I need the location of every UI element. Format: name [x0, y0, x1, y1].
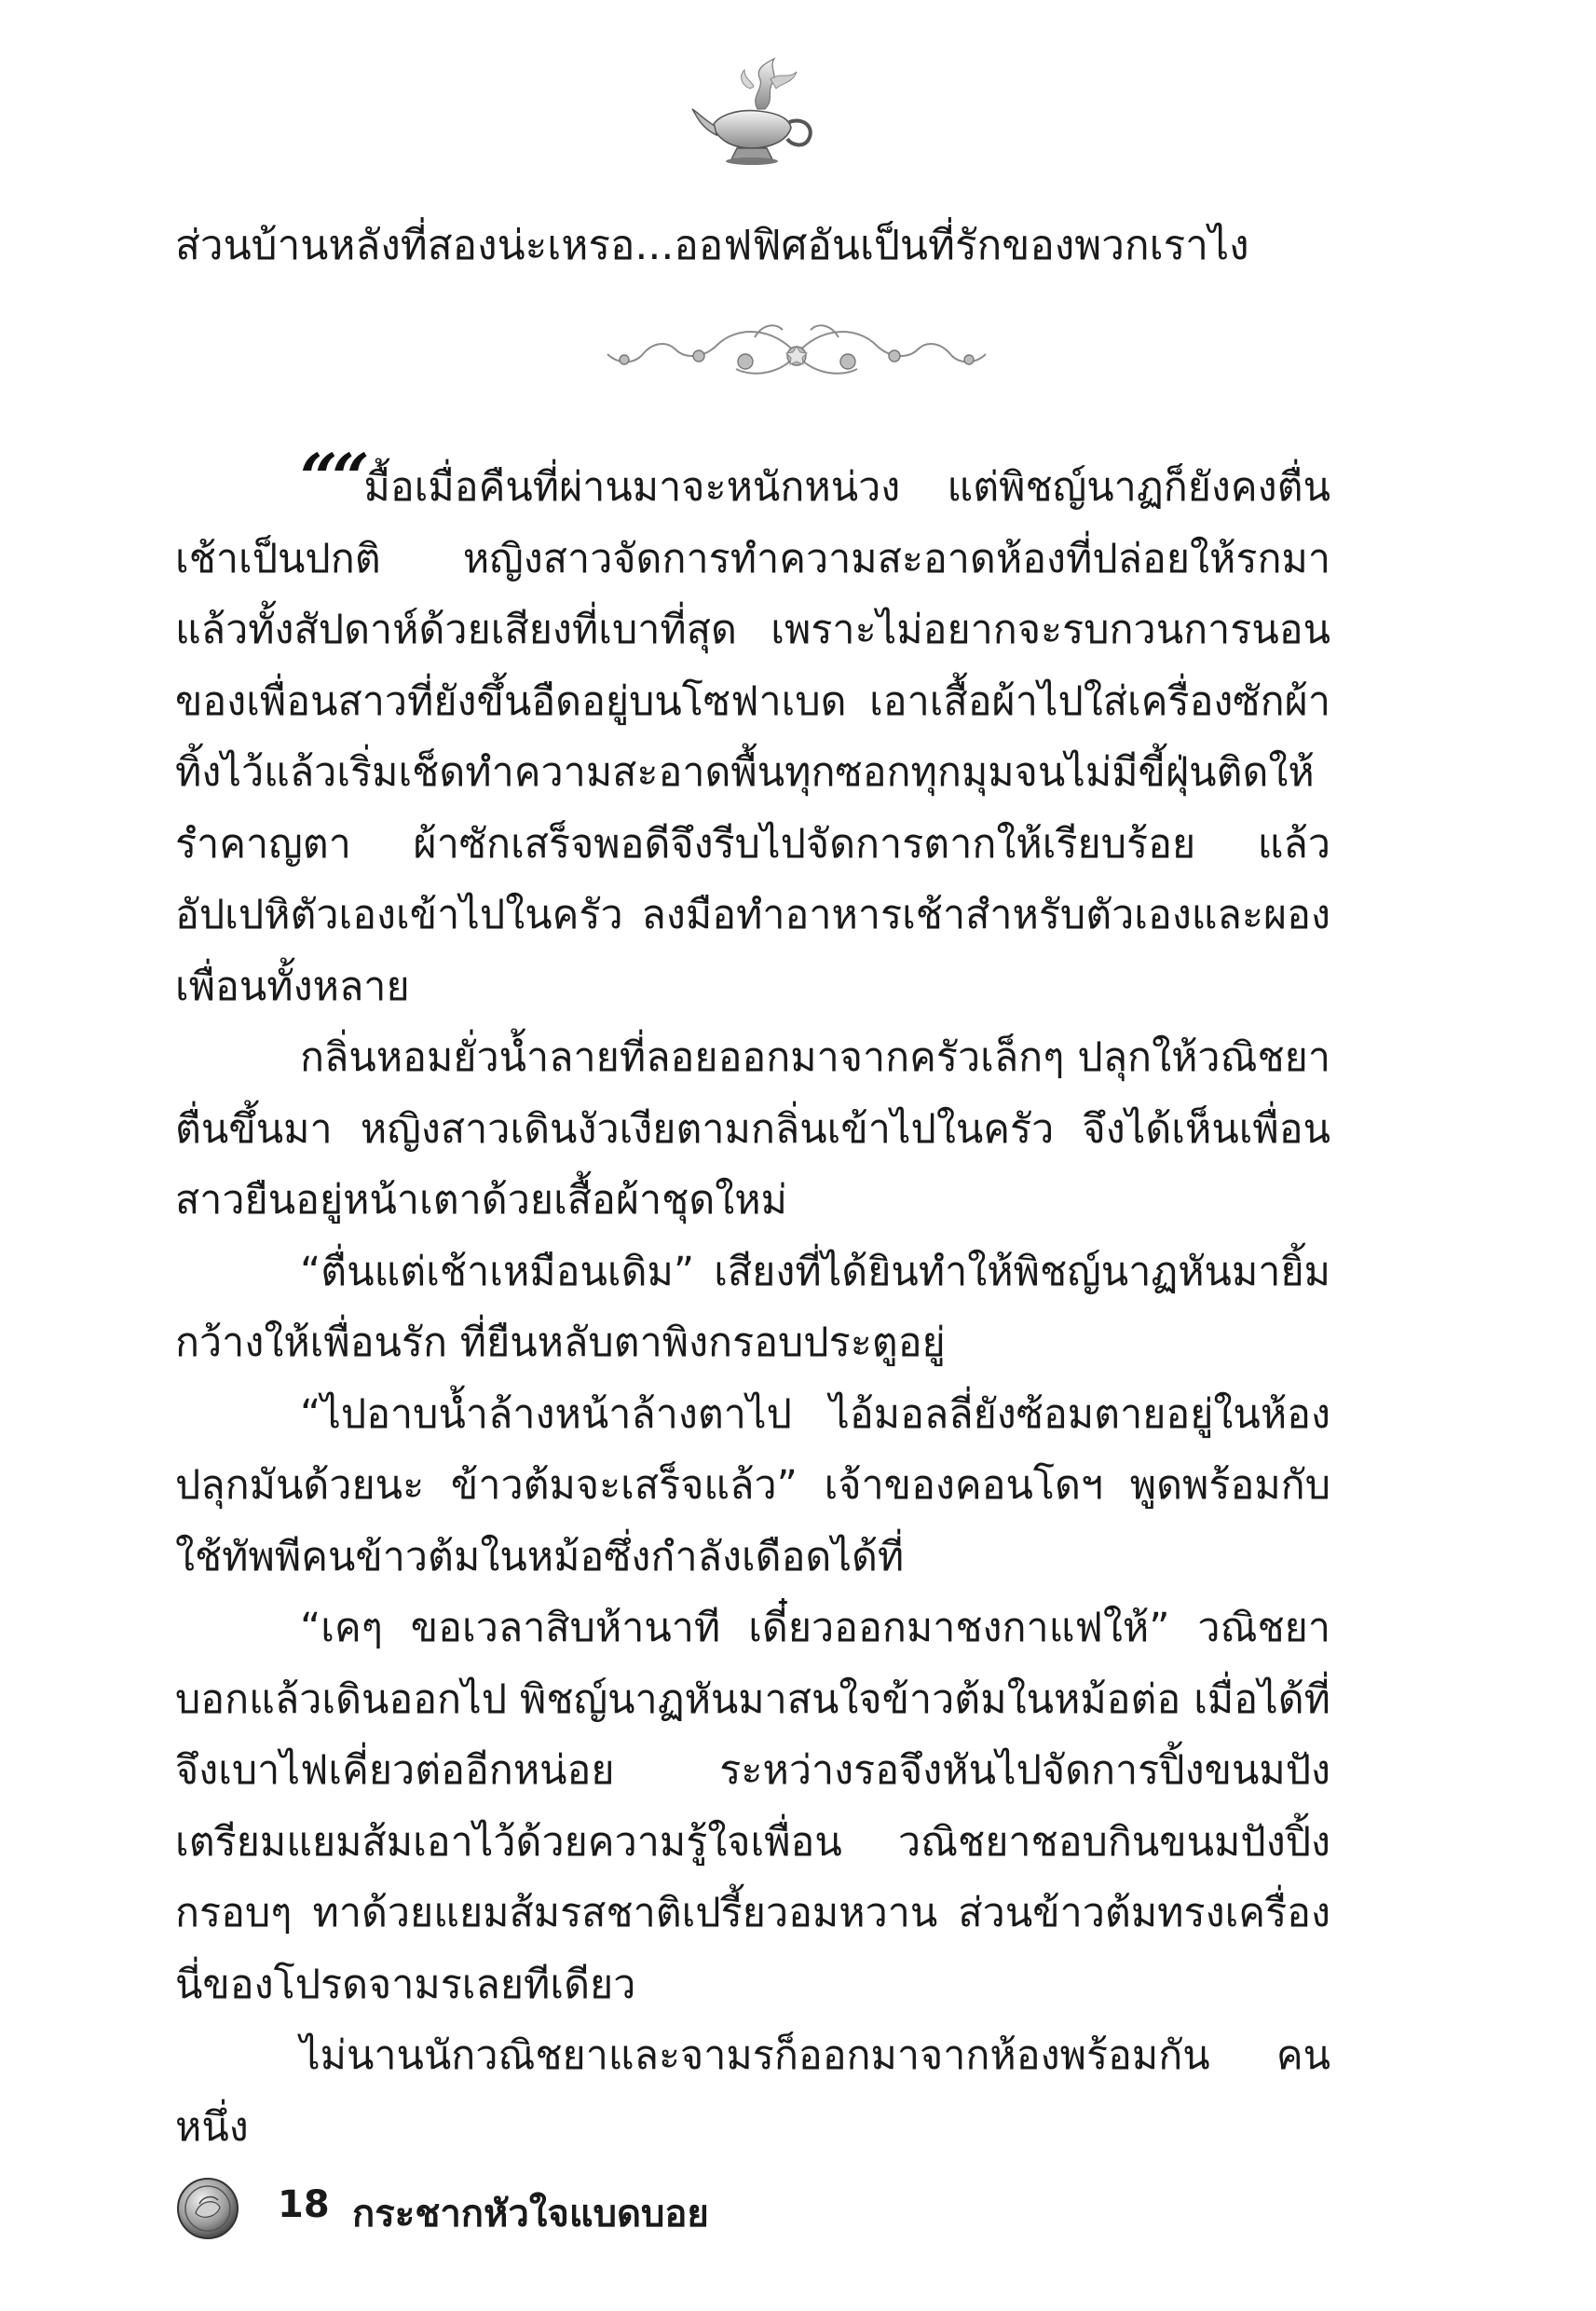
page-footer — [175, 2176, 921, 2250]
paragraph-1: ““มื้อเมื่อคืนที่ผ่านมาจะหนักหน่วง แต่พิชญ์นาฏก็ยังคงตื่นเช้าเป็นปกติ หญิงสาวจัดการทำความสะอาดห้องที่ปล่อยให้รกมาแล้วทั้งสัปดาห์ด้วยเสียงที่เบาที่สุด เพราะไม่อยากจะรบกวนการนอนของเพื่อนสาวที่ยังขึ้นอืดอยู่บนโซฟาเบด เอาเสื้อผ้าไปใส่เครื่องซักผ้าทิ้งไว้แล้วเริ่มเช็ดทำความสะอาดพื้นทุกซอกทุกมุมจนไม่มีขี้ฝุ่นติดให้รำคาญตา ผ้าซักเสร็จพอดีจึงรีบไปจัดการตากให้เรียบร้อย แล้วอัปเปหิตัวเองเข้าไปในครัว ลงมือทำอาหารเช้าสำหรับตัวเองและผองเพื่อนทั้งหลาย — [175, 439, 1330, 1010]
paragraph-2: กลิ่นหอมยั่วน้ำลายที่ลอยออกมาจากครัวเล็กๆ ปลุกให้วณิชยาตื่นขึ้นมา หญิงสาวเดินงัวเงียตามกลิ่นเข้าไปในครัว จึงได้เห็นเพื่อนสาวยืนอยู่หน้าเตาด้วยเสื้อผ้าชุดใหม่ — [175, 1034, 1330, 1224]
paragraph-4: “ไปอาบน้ำล้างหน้าล้างตาไป ไอ้มอลลี่ยังซ้อมตายอยู่ในห้อง ปลุกมันด้วยนะ ข้าวต้มจะเสร็จแล้ว” เจ้าของคอนโดฯ พูดพร้อมกับใช้ทัพพีคนข้าวต้มในหม้อซึ่งกำลังเดือดได้ที่ — [175, 1390, 1330, 1580]
genie-lamp-icon — [685, 51, 825, 168]
page-number: 18 — [278, 2183, 330, 2226]
body-text — [175, 439, 1330, 2163]
floral-divider-icon — [596, 317, 997, 391]
paragraph-3: “ตื่นแต่เช้าเหมือนเดิม” เสียงที่ได้ยินทำให้พิชญ์นาฏหันมายิ้มกว้างให้เพื่อนรัก ที่ยืนหลับตาพิงกรอบประตูอยู่ — [175, 1248, 1330, 1366]
book-title: กระชากหัวใจแบดบอย — [352, 2193, 709, 2236]
paragraph-5: “เคๆ ขอเวลาสิบห้านาที เดี๋ยวออกมาชงกาแฟให้” วณิชยาบอกแล้วเดินออกไป พิชญ์นาฏหันมาสนใจข้าวต้มในหม้อต่อ เมื่อได้ที่จึงเบาไฟเคี่ยวต่ออีกหน่อย ระหว่างรอจึงหันไปจัดการปิ้งขนมปัง เตรียมแยมส้มเอาไว้ด้วยความรู้ใจเพื่อน วณิชยาชอบกินขนมปังปิ้งกรอบๆ ทาด้วยแยมส้มรสชาติเปรี้ยวอมหวาน ส่วนข้าวต้มทรงเครื่องนี่ของโปรดจามรเลยทีเดียว — [175, 1605, 1330, 2008]
paragraph-6: ไม่นานนักวณิชยาและจามรก็ออกมาจากห้องพร้อมกัน คนหนึ่ง — [175, 2032, 1330, 2151]
dropcap-quote: ““ — [300, 439, 364, 516]
carry-over-line: ส่วนบ้านหลังที่สองน่ะเหรอ...ออฟฟิศอันเป็นที่รักของพวกเราไง — [175, 222, 1249, 269]
coin-emblem-icon — [175, 2176, 240, 2241]
